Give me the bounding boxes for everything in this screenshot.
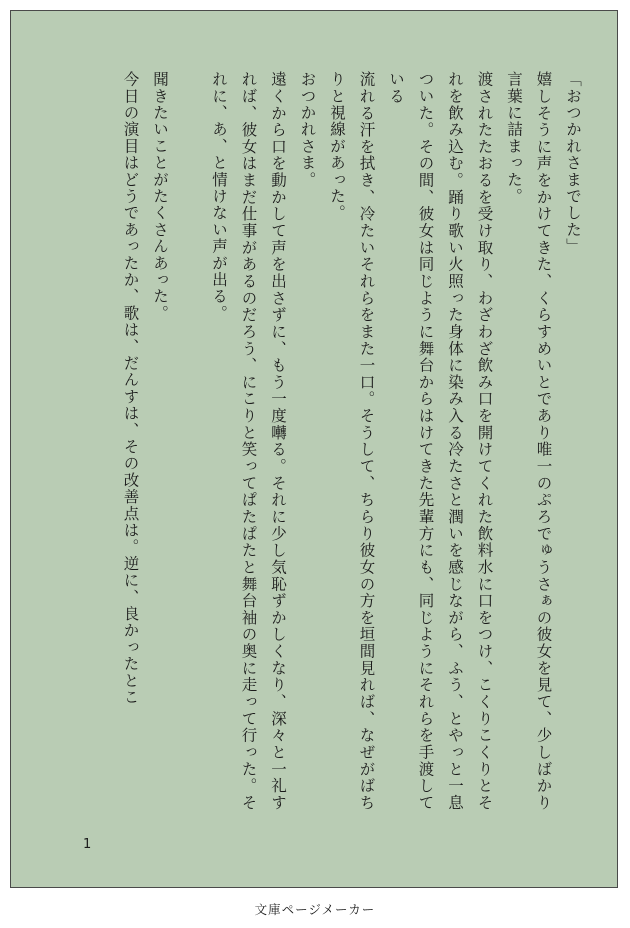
footer-credit: 文庫ページメーカー [254,902,376,917]
paragraph: 今日の演目はどうであったか、歌は、だんすは、その改善点は。逆に、良かったとこ [121,71,140,706]
vertical-text-body [41,71,587,811]
paragraph: 「おつかれさまでした」 [564,71,582,255]
paragraph: 遠くから口を動かして声を出さずに、もう一度囀る。それに少し気恥ずかしくなり、深々と一礼すれば、彼女はまだ仕事があるのだろう、にこりと笑ってぱたぱたと舞台袖の奥に走って行った。それに、あ、と情けない声が出る。 [210,71,287,811]
paragraph: 聞きたいことがたくさんあった。 [151,71,169,322]
paragraph: 渡されたたおるを受け取り、わざわざ飲み口を開けてくれた飲料水に口をつけ、こくりこくりとそれを飲み込む。踊り歌い火照った身体に染み入る冷たさと潤いを感じながら、ふう、とやっと一息ついた。その間、彼女は同じように舞台からはけてきた先輩方にも、同じようにそれらを手渡している [387,71,494,811]
paragraph: 嬉しそうに声をかけてきた、くらすめいとであり唯一のぷろでゅうさぁの彼女を見て、少しばかり言葉に詰まった。 [505,71,553,811]
paragraph: おつかれさま。 [298,71,317,188]
paragraph-spacer [174,71,204,811]
paragraph: 流れる汗を拭き、冷たいそれらをまた一口。そうして、ちらり彼女の方を垣間見れば、なぜがばちりと視線があった。 [328,71,376,811]
page-number: 1 [83,837,92,852]
novel-page-sheet [10,10,618,888]
